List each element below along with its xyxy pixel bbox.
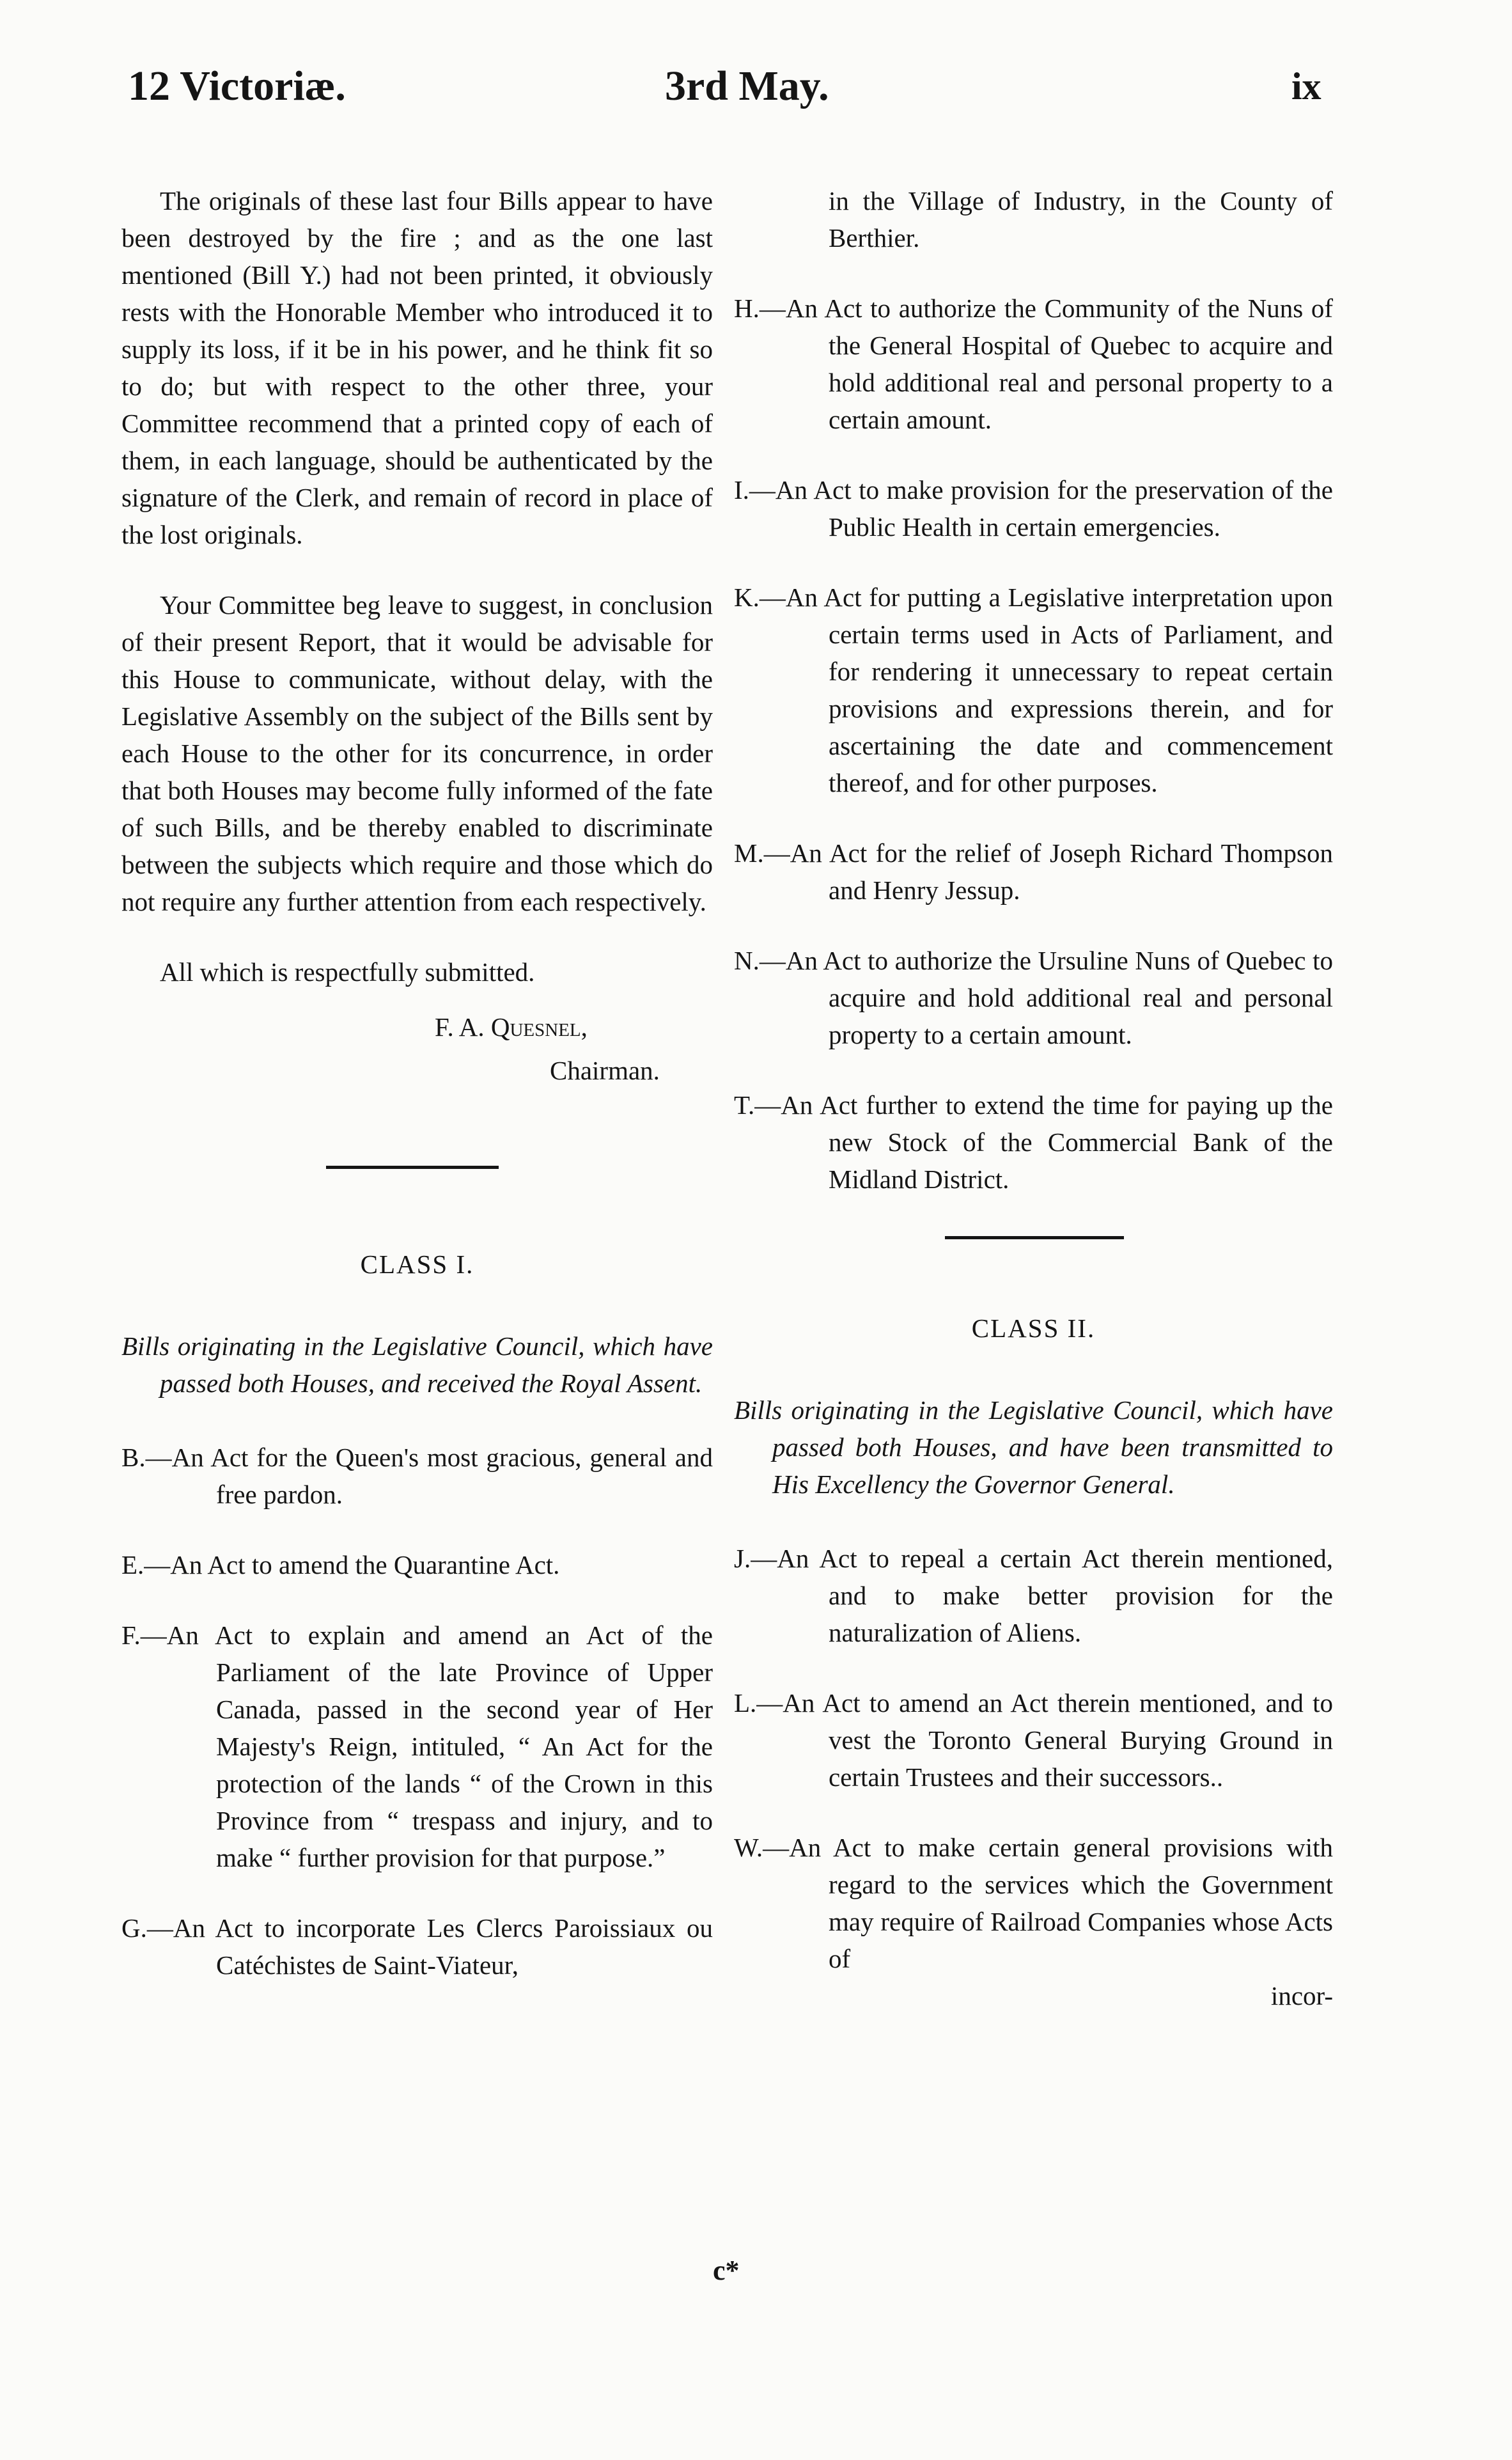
class-1-description: Bills originating in the Legislative Council, which have passed both Houses, and received the Royal Assent. <box>121 1331 713 1398</box>
report-paragraph-1: The originals of these last four Bills appear to have been destroyed by the fire ; and as the one last mentioned (Bill Y.) had not been printed, it obviously rests with the Honorable Member who introduced it to supply its loss, if it be in his power, and he think fit so to do; but with respect to the other three, your Committee recommend that a printed copy of each of them, in each language, should be authenticated by the signature of the Clerk, and remain of record in place of the lost originals. <box>121 186 713 549</box>
class-2-description: Bills originating in the Legislative Council, which have passed both Houses, and have been transmitted to His Excellency the Governor General. <box>734 1395 1333 1499</box>
section-divider <box>945 1236 1124 1239</box>
bill-g-continued: in the Village of Industry, in the County of Berthier. <box>829 186 1333 253</box>
bill-b: B.—An Act for the Queen's most gracious, general and free pardon. <box>121 1443 713 1509</box>
hyphenated-continuation: incor- <box>1270 1981 1333 2010</box>
bill-h: H.—An Act to authorize the Community of the Nuns of the General Hospital of Quebec to acquire and hold additional real and personal property to a certain amount. <box>734 294 1333 434</box>
bill-w: W.—An Act to make certain general provisions with regard to the services which the Government may require of Railroad Companies whose Acts of <box>734 1833 1333 1973</box>
bill-g: G.—An Act to incorporate Les Clercs Paroissiaux ou Catéchistes de Saint-Viateur, <box>121 1913 713 1980</box>
bill-n: N.—An Act to authorize the Ursuline Nuns of Quebec to acquire and hold additional real and personal property to a certain amount. <box>734 946 1333 1049</box>
class-1-title: CLASS I. <box>360 1250 474 1279</box>
left-column <box>121 182 713 2017</box>
report-paragraph-3: All which is respectfully submitted. <box>160 957 535 987</box>
bill-i: I.—An Act to make provision for the preservation of the Public Health in certain emergencies. <box>734 475 1333 542</box>
page-number: ix <box>1291 65 1321 107</box>
signature-mark: c* <box>713 2255 740 2286</box>
report-paragraph-2: Your Committee beg leave to suggest, in conclusion of their present Report, that it would be advisable for this House to communicate, without delay, with the Legislative Assembly on the subject of the Bills sent by each House to the other for its concurrence, in order that both Houses may become fully informed of the fate of such Bills, and be thereby enabled to discriminate between the subjects which require and those which do not require any further attention from each respectively. <box>121 590 713 916</box>
page-header <box>0 58 1512 115</box>
bill-l: L.—An Act to amend an Act therein mentioned, and to vest the Toronto General Burying Ground in certain Trustees and their successors.. <box>734 1688 1333 1792</box>
bill-k: K.—An Act for putting a Legislative interpretation upon certain terms used in Acts of Parliament, and for rendering it unnecessary to repeat certain provisions and expressions therein, and for ascertaining the date and commencement thereof, and for other purposes. <box>734 583 1333 797</box>
bill-t: T.—An Act further to extend the time for paying up the new Stock of the Commercial Bank of the Midland District. <box>734 1090 1333 1194</box>
bill-e: E.—An Act to amend the Quarantine Act. <box>121 1550 560 1579</box>
bill-j: J.—An Act to repeal a certain Act therein mentioned, and to make better provision for the naturalization of Aliens. <box>734 1544 1333 1647</box>
running-head-date: 3rd May. <box>665 63 829 109</box>
signature-name: F. A. Quesnel, <box>435 1012 588 1042</box>
bill-m: M.—An Act for the relief of Joseph Richard Thompson and Henry Jessup. <box>734 838 1333 905</box>
signature-role: Chairman. <box>550 1056 660 1085</box>
section-divider <box>326 1166 499 1169</box>
right-column <box>734 182 1333 2014</box>
running-head-session: 12 Victoriæ. <box>128 63 346 109</box>
class-2-title: CLASS II. <box>971 1313 1096 1343</box>
bill-f: F.—An Act to explain and amend an Act of the Parliament of the late Province of Upper Canada, passed in the second year of Her Majesty's Reign, intituled, “ An Act for the protection of the lands “ of the Crown in this Province from “ trespass and injury, and to make “ further provision for that purpose.” <box>121 1620 713 1872</box>
